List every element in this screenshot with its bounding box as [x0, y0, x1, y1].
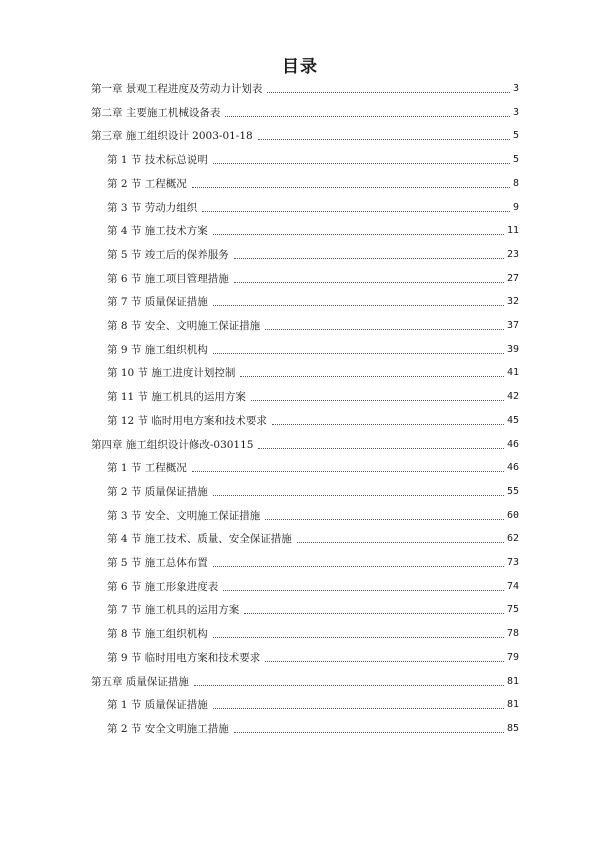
toc-page-number: 73 — [506, 557, 519, 568]
toc-section-entry[interactable] — [107, 552, 519, 570]
toc-dot-leader — [192, 187, 510, 188]
toc-dot-leader — [225, 116, 510, 117]
toc-dot-leader — [213, 637, 504, 638]
toc-chapter-entry[interactable] — [91, 102, 519, 120]
toc-page-number: 79 — [506, 651, 519, 663]
toc-dot-leader — [234, 732, 504, 733]
toc-entry-label: 第 5 节 施工总体布置 — [107, 557, 208, 569]
toc-entry-label: 第 6 节 施工项目管理措施 — [107, 272, 229, 285]
toc-page-number: 37 — [506, 320, 519, 331]
toc-chapter-entry[interactable] — [91, 125, 519, 143]
toc-dot-leader — [267, 92, 510, 93]
toc-section-entry[interactable] — [107, 623, 519, 641]
toc-page-number: 9 — [512, 201, 519, 213]
toc-page-number: 78 — [506, 628, 519, 640]
toc-page-number: 5 — [512, 154, 519, 166]
toc-entry-label: 第 8 节 施工组织机构 — [107, 628, 208, 641]
toc-chapter-entry[interactable] — [91, 78, 519, 96]
toc-chapter-entry[interactable] — [91, 434, 519, 452]
toc-page-number: 74 — [506, 580, 519, 592]
toc-section-entry[interactable] — [107, 457, 519, 475]
toc-entry-label: 第 10 节 施工进度计划控制 — [107, 367, 236, 380]
toc-entry-label: 第 5 节 竣工后的保养服务 — [107, 248, 229, 261]
toc-section-entry[interactable] — [107, 647, 519, 665]
toc-page-number: 8 — [512, 177, 519, 189]
toc-dot-leader — [265, 661, 504, 662]
toc-page-number: 75 — [506, 604, 519, 616]
toc-dot-leader — [213, 495, 504, 496]
toc-entry-label: 第 7 节 施工机具的运用方案 — [107, 604, 240, 617]
toc-entry-label: 第 9 节 临时用电方案和技术要求 — [107, 651, 261, 664]
toc-dot-leader — [213, 234, 504, 235]
toc-page-number: 3 — [512, 83, 519, 94]
toc-entry-label: 第三章 施工组织设计 2003-01-18 — [91, 130, 253, 143]
toc-section-entry[interactable] — [107, 599, 519, 617]
toc-dot-leader — [213, 305, 504, 306]
toc-section-entry[interactable] — [107, 339, 519, 357]
toc-entry-label: 第 1 节 质量保证措施 — [107, 699, 208, 712]
toc-page-number: 46 — [506, 462, 519, 474]
toc-section-entry[interactable] — [107, 244, 519, 262]
toc-page-number: 60 — [506, 509, 519, 521]
toc-entry-label: 第 1 节 工程概况 — [107, 462, 187, 475]
toc-page-number: 55 — [506, 485, 519, 497]
toc-page-number: 81 — [506, 699, 519, 711]
toc-dot-leader — [192, 471, 504, 472]
toc-entry-label: 第一章 景观工程进度及劳动力计划表 — [91, 83, 263, 95]
toc-dot-leader — [265, 329, 504, 330]
toc-page-number: 45 — [506, 414, 519, 426]
toc-section-entry[interactable] — [107, 481, 519, 499]
toc-entry-label: 第 4 节 施工技术、质量、安全保证措施 — [107, 533, 292, 546]
toc-dot-leader — [194, 685, 504, 686]
toc-entry-label: 第四章 施工组织设计修改-030115 — [91, 438, 254, 451]
toc-entry-label: 第二章 主要施工机械设备表 — [91, 106, 221, 119]
toc-dot-leader — [240, 376, 504, 377]
toc-entry-label: 第 12 节 临时用电方案和技术要求 — [107, 414, 267, 427]
toc-section-entry[interactable] — [107, 315, 519, 333]
toc-page-number: 46 — [506, 438, 519, 450]
toc-page-number: 81 — [506, 675, 519, 687]
toc-section-entry[interactable] — [107, 505, 519, 523]
toc-page-number: 3 — [512, 106, 519, 118]
toc-dot-leader — [213, 163, 510, 164]
toc-page-number: 23 — [506, 248, 519, 260]
toc-section-entry[interactable] — [107, 362, 519, 380]
toc-entry-label: 第 1 节 技术标总说明 — [107, 154, 208, 167]
toc-page-number: 41 — [506, 367, 519, 379]
toc-page-number: 27 — [506, 272, 519, 284]
toc-entry-label: 第 8 节 安全、文明施工保证措施 — [107, 320, 261, 332]
toc-dot-leader — [202, 211, 510, 212]
toc-page-number: 5 — [512, 130, 519, 142]
toc-section-entry[interactable] — [107, 694, 519, 712]
toc-entry-label: 第 7 节 质量保证措施 — [107, 296, 208, 309]
toc-dot-leader — [213, 708, 504, 709]
toc-dot-leader — [234, 258, 504, 259]
toc-page-number: 42 — [506, 391, 519, 403]
toc-section-entry[interactable] — [107, 386, 519, 404]
toc-dot-leader — [251, 400, 504, 401]
toc-dot-leader — [213, 353, 504, 354]
toc-page-number: 85 — [506, 722, 519, 734]
toc-dot-leader — [272, 424, 504, 425]
toc-dot-leader — [258, 139, 510, 140]
toc-entry-label: 第 2 节 工程概况 — [107, 177, 187, 190]
toc-dot-leader — [223, 590, 504, 591]
toc-dot-leader — [258, 448, 503, 449]
toc-entry-label: 第 6 节 施工形象进度表 — [107, 580, 219, 593]
toc-entry-label: 第 3 节 安全、文明施工保证措施 — [107, 509, 261, 522]
toc-dot-leader — [244, 613, 504, 614]
toc-title: 目录 — [282, 57, 318, 77]
toc-section-entry[interactable] — [107, 291, 519, 309]
toc-entry-label: 第 11 节 施工机具的运用方案 — [107, 391, 246, 404]
toc-dot-leader — [297, 542, 504, 543]
toc-section-entry[interactable] — [107, 410, 519, 428]
toc-page-number: 32 — [506, 296, 519, 308]
toc-entry-label: 第 2 节 安全文明施工措施 — [107, 722, 229, 735]
toc-section-entry[interactable] — [107, 718, 519, 736]
toc-section-entry[interactable] — [107, 528, 519, 546]
toc-dot-leader — [234, 282, 504, 283]
toc-page-number: 39 — [506, 343, 519, 355]
toc-section-entry[interactable] — [107, 197, 519, 215]
toc-entry-label: 第 2 节 质量保证措施 — [107, 485, 208, 498]
toc-section-entry[interactable] — [107, 173, 519, 191]
toc-entry-label: 第 4 节 施工技术方案 — [107, 225, 208, 238]
toc-dot-leader — [213, 566, 504, 567]
toc-page-number: 11 — [506, 225, 519, 237]
toc-page-number: 62 — [506, 533, 519, 545]
toc-section-entry[interactable] — [107, 576, 519, 594]
toc-dot-leader — [265, 519, 504, 520]
toc-entry-label: 第 9 节 施工组织机构 — [107, 343, 208, 356]
toc-section-entry[interactable] — [107, 149, 519, 167]
toc-chapter-entry[interactable] — [91, 671, 519, 689]
toc-section-entry[interactable] — [107, 268, 519, 286]
toc-section-entry[interactable] — [107, 220, 519, 238]
toc-entry-label: 第 3 节 劳动力组织 — [107, 201, 198, 214]
toc-entry-label: 第五章 质量保证措施 — [91, 675, 189, 688]
